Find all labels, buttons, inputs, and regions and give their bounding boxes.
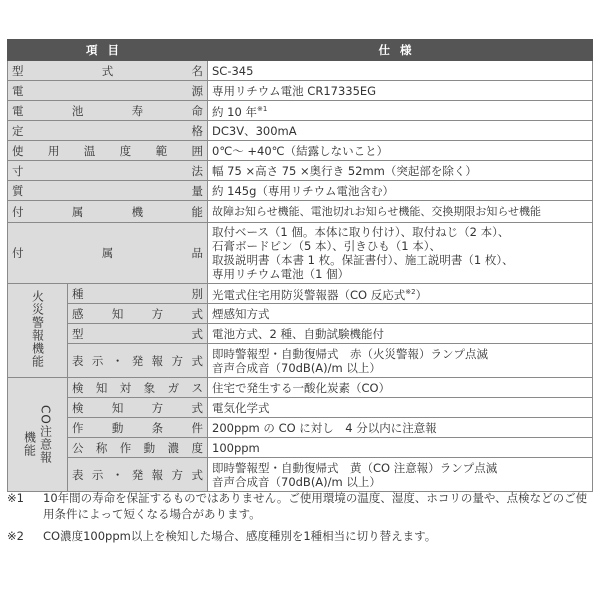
label-char: 格 <box>191 123 203 138</box>
label-char: 知 <box>111 306 124 321</box>
justified-label <box>12 84 203 98</box>
row-value: SC-345 <box>208 61 593 81</box>
row-value: 住宅で発生する一酸化炭素（CO） <box>208 378 593 398</box>
label-char: 付 <box>12 246 24 260</box>
label-char: 属 <box>101 246 114 260</box>
label-char: 別 <box>191 286 203 301</box>
value-line: 音声合成音（70dB(A)/m 以上） <box>212 360 381 375</box>
footnote <box>7 490 593 522</box>
co-group-label <box>8 378 68 492</box>
label-char: 作 <box>72 420 84 435</box>
co-group-side: 機能 <box>22 431 37 458</box>
label-char: 示 <box>91 467 104 482</box>
label-char: 知 <box>111 400 124 415</box>
label-char: 品 <box>191 246 203 260</box>
row-value: 故障お知らせ機能、電池切れお知らせ機能、交換期限お知らせ機能 <box>208 201 593 223</box>
accessory-row <box>8 223 593 284</box>
row-label <box>68 438 208 458</box>
row-value: 0℃～ +40℃（結露しないこと） <box>208 141 593 161</box>
table-row <box>8 324 593 344</box>
label-char: 型 <box>72 326 84 341</box>
label-char: 検 <box>72 400 84 415</box>
label-char: 示 <box>91 353 104 368</box>
justified-label <box>72 421 203 435</box>
label-char: 知 <box>95 380 108 395</box>
label-char: 件 <box>191 420 203 435</box>
label-char: 発 <box>131 467 144 482</box>
footnote <box>7 528 593 544</box>
row-label <box>68 378 208 398</box>
label-char: 条 <box>151 420 164 435</box>
fire-group-label <box>8 284 68 378</box>
co-group-main <box>39 405 53 464</box>
label-char: ・ <box>111 353 124 368</box>
row-label <box>8 61 208 81</box>
label-char: 作 <box>119 440 132 455</box>
note-ref: ※1 <box>256 105 268 114</box>
row-label <box>68 398 208 418</box>
table-row <box>8 284 593 304</box>
justified-label <box>72 441 203 455</box>
justified-label <box>72 307 203 321</box>
label-char: 度 <box>119 143 132 158</box>
row-label <box>8 141 208 161</box>
label-char: ・ <box>111 467 124 482</box>
table-row <box>8 438 593 458</box>
note-ref: ※2 <box>405 288 416 297</box>
accessory-line: 取付ベース（1 個。本体に取り付け）、取付ねじ（2 本）、 <box>212 225 510 239</box>
justified-label <box>12 104 203 118</box>
label-char: 表 <box>72 467 84 482</box>
value-line: 即時警報型・自動復帰式 黄（CO 注意報）ランプ点滅 <box>212 460 498 475</box>
row-label <box>68 458 208 492</box>
label-char: 報 <box>151 467 164 482</box>
row-label <box>68 304 208 324</box>
label-char: 対 <box>119 380 132 395</box>
value-line: 即時警報型・自動復帰式 赤（火災警報）ランプ点滅 <box>212 346 488 361</box>
row-value: 電気化学式 <box>208 398 593 418</box>
row-value: 電池方式、2 種、自動試験機能付 <box>208 324 593 344</box>
table-row <box>8 418 593 438</box>
table-row <box>8 378 593 398</box>
table-row <box>8 398 593 418</box>
row-label <box>8 201 208 223</box>
table-row <box>8 161 593 181</box>
justified-label <box>12 124 203 138</box>
justified-label <box>72 354 203 368</box>
label-char: 方 <box>171 353 184 368</box>
type-value: 光電式住宅用防災警報器（CO 反応式 <box>212 287 406 302</box>
justified-label <box>12 164 203 178</box>
table-row <box>8 458 593 492</box>
row-value: 幅 75 ×高さ 75 ×奥行き 52mm（突起部を除く） <box>208 161 593 181</box>
table-row <box>8 121 593 141</box>
row-value: 100ppm <box>208 438 593 458</box>
label-char: 電 <box>12 103 24 118</box>
label-char: 検 <box>72 380 84 395</box>
label-char: 公 <box>72 440 84 455</box>
label-char: 法 <box>191 163 203 178</box>
label-char: 動 <box>111 420 124 435</box>
label-char: 種 <box>72 286 84 301</box>
justified-label <box>72 327 203 341</box>
row-label <box>68 344 208 378</box>
justified-label <box>72 401 203 415</box>
label-char: 質 <box>12 183 24 198</box>
justified-label <box>12 64 203 78</box>
row-value <box>208 101 593 121</box>
row-value: 煙感知方式 <box>208 304 593 324</box>
battery-life-value: 約 10 年 <box>212 104 257 119</box>
label-char: 型 <box>12 63 24 78</box>
row-label <box>68 284 208 304</box>
label-char: 発 <box>131 353 144 368</box>
accessory-value <box>208 223 593 284</box>
row-label <box>68 324 208 344</box>
label-char: 表 <box>72 353 84 368</box>
header-spec: 仕様 <box>208 40 593 61</box>
header-row <box>8 40 593 61</box>
header-item: 項目 <box>8 40 208 61</box>
justified-label <box>72 287 203 301</box>
footnote-mark: ※2 <box>7 529 24 543</box>
label-char: 囲 <box>191 143 203 158</box>
label-char: 寸 <box>12 163 24 178</box>
row-value: DC3V、300mA <box>208 121 593 141</box>
co-group-wrap <box>12 405 63 464</box>
label-char: 式 <box>191 306 203 321</box>
footnote-text: 10年間の寿命を保証するものではありません。ご使用環境の温度、湿度、ホコリの量や、点検などのご使用条件によって短くなる場合があります。 <box>43 491 588 521</box>
justified-label <box>12 144 203 158</box>
row-label <box>8 101 208 121</box>
label-char: 称 <box>95 440 108 455</box>
footnotes <box>7 490 593 550</box>
table-row <box>8 181 593 201</box>
accessory-line: 取扱説明書（本書 1 枚。保証書付）、施工説明書（1 枚）、 <box>212 253 514 267</box>
label-char: 電 <box>12 83 24 98</box>
footnote-mark: ※1 <box>7 491 24 505</box>
row-label <box>68 418 208 438</box>
type-value-tail: ） <box>415 287 428 302</box>
label-char: 度 <box>191 440 203 455</box>
label-char: 源 <box>191 83 203 98</box>
label-char: 付 <box>12 204 24 219</box>
row-label <box>8 223 208 284</box>
label-char: 量 <box>191 183 203 198</box>
label-char: 象 <box>143 380 156 395</box>
table-row <box>8 101 593 121</box>
label-char: 属 <box>71 204 84 219</box>
row-label <box>8 181 208 201</box>
spec-table <box>7 39 593 492</box>
label-char: 式 <box>191 326 203 341</box>
label-char: 式 <box>101 63 114 78</box>
footnote-text: CO濃度100ppm以上を検知した場合、感度種別を1種相当に切り替えます。 <box>43 529 437 543</box>
label-char: 定 <box>12 123 24 138</box>
label-char: 能 <box>191 204 203 219</box>
table-row <box>8 344 593 378</box>
label-char: 名 <box>191 63 203 78</box>
fire-group-text: 火災警報機能 <box>30 290 45 368</box>
table-row <box>8 304 593 324</box>
label-char: 式 <box>191 400 203 415</box>
co-group-bottom: 注意報 <box>38 424 53 464</box>
justified-label <box>12 184 203 198</box>
justified-label <box>72 468 203 482</box>
table-row <box>8 61 593 81</box>
label-char: 命 <box>191 103 203 118</box>
justified-label <box>72 381 203 395</box>
row-label <box>8 161 208 181</box>
justified-label <box>12 246 203 260</box>
row-value <box>208 284 593 304</box>
label-char: 温 <box>83 143 96 158</box>
label-char: ガ <box>167 380 180 395</box>
label-char: 使 <box>12 143 24 158</box>
label-char: 方 <box>151 400 164 415</box>
label-char: 池 <box>71 103 84 118</box>
label-char: 動 <box>143 440 156 455</box>
table-row <box>8 81 593 101</box>
row-value: 約 145g（専用リチウム電池含む） <box>208 181 593 201</box>
accessory-line: 石膏ボードピン（5 本）、引きひも（1 本）、 <box>212 239 441 253</box>
label-char: 式 <box>191 467 203 482</box>
label-char: 式 <box>191 353 203 368</box>
label-char: 感 <box>72 306 84 321</box>
justified-label <box>12 205 203 219</box>
row-value <box>208 458 593 492</box>
row-value: 200ppm の CO に対し 4 分以内に注意報 <box>208 418 593 438</box>
row-value: 専用リチウム電池 CR17335EG <box>208 81 593 101</box>
label-char: 範 <box>155 143 168 158</box>
accessory-line: 専用リチウム電池（1 個） <box>212 267 350 281</box>
row-label <box>8 81 208 101</box>
label-char: 方 <box>151 306 164 321</box>
label-char: 機 <box>131 204 144 219</box>
label-char: 報 <box>151 353 164 368</box>
row-value <box>208 344 593 378</box>
label-char: ス <box>191 380 203 395</box>
label-char: 濃 <box>167 440 180 455</box>
label-char: 用 <box>47 143 60 158</box>
table-row <box>8 201 593 223</box>
label-char: 方 <box>171 467 184 482</box>
table-row <box>8 141 593 161</box>
value-line: 音声合成音（70dB(A)/m 以上） <box>212 474 381 489</box>
co-group-top: CO <box>38 405 53 425</box>
row-label <box>8 121 208 141</box>
label-char: 寿 <box>131 103 144 118</box>
